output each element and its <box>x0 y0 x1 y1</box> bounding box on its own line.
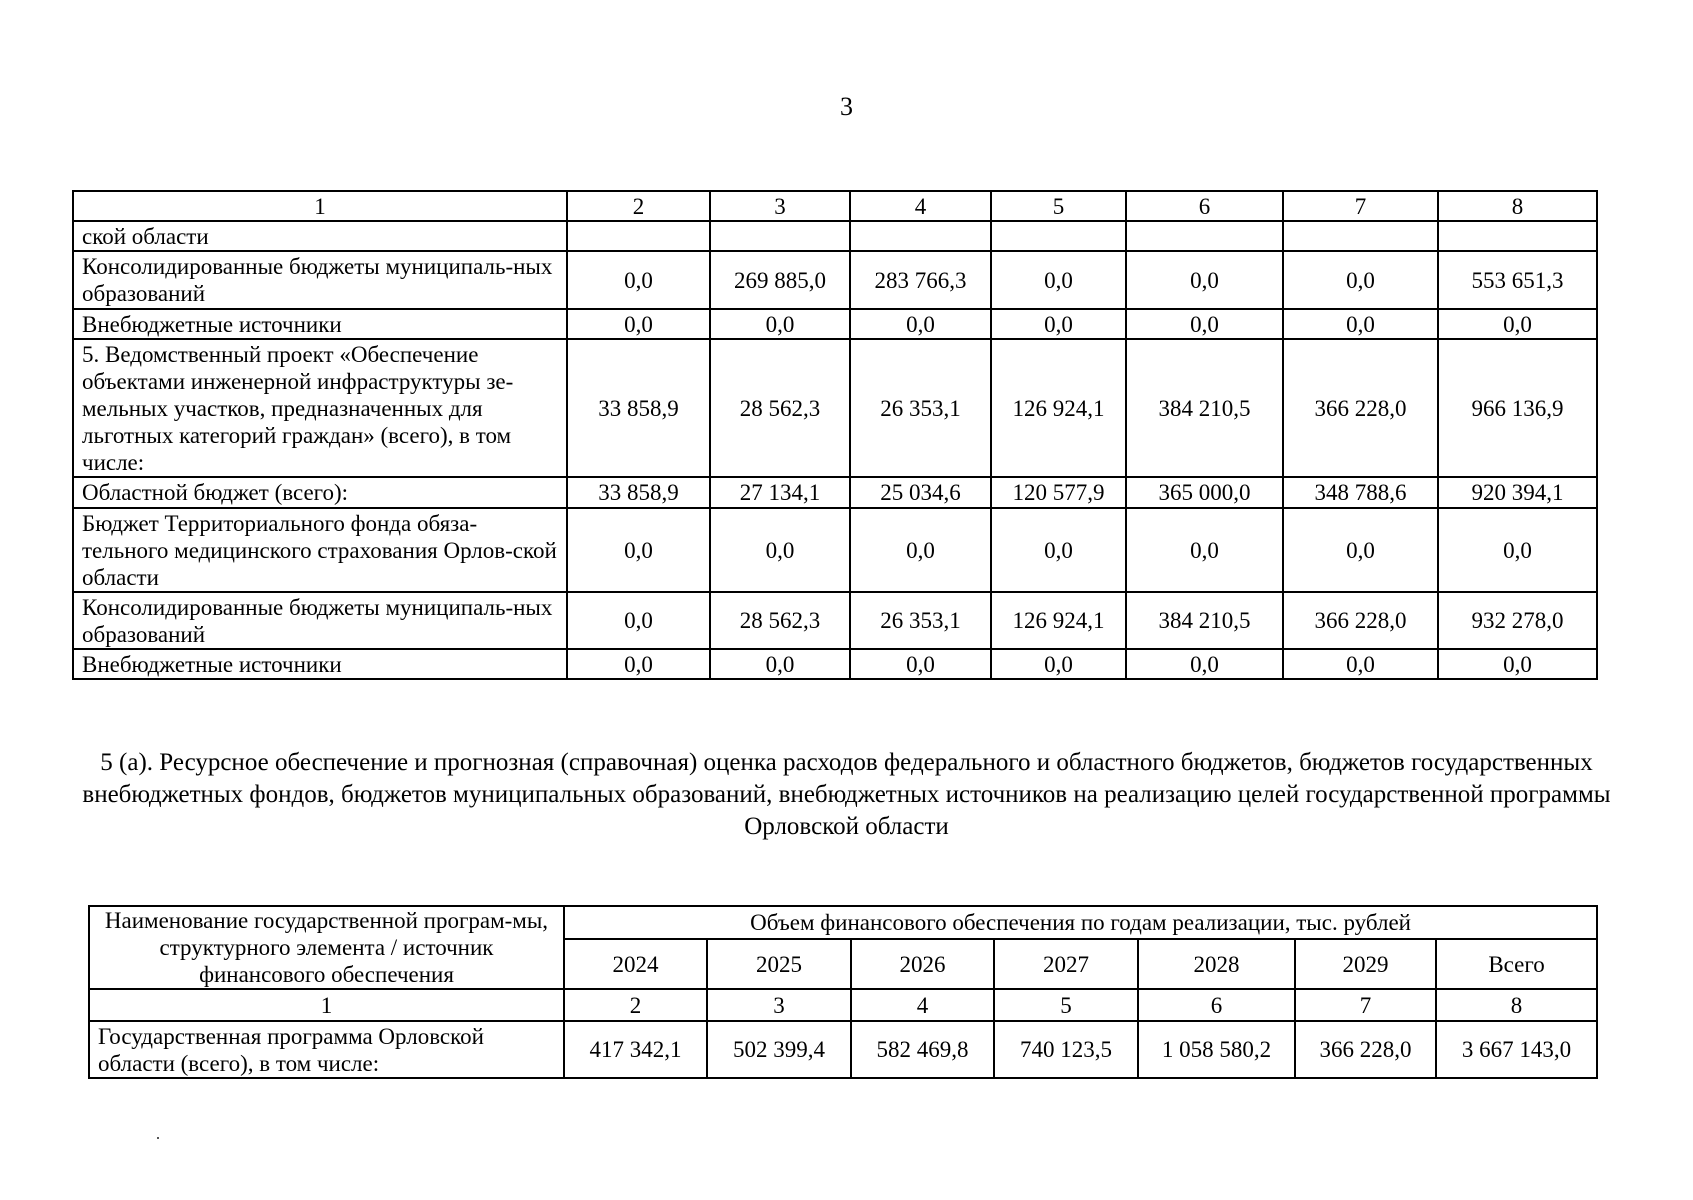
row-name: ской области <box>73 221 567 251</box>
cell-value: 0,0 <box>991 309 1126 339</box>
cell-value: 33 858,9 <box>567 339 710 477</box>
column-index: 5 <box>994 989 1138 1021</box>
cell-value <box>991 221 1126 251</box>
cell-value: 0,0 <box>991 649 1126 679</box>
cell-value: 0,0 <box>850 508 991 592</box>
cell-value <box>567 221 710 251</box>
cell-value: 0,0 <box>1126 251 1283 309</box>
cell-value: 28 562,3 <box>710 339 850 477</box>
cell-value: 120 577,9 <box>991 477 1126 508</box>
cell-value: 0,0 <box>710 649 850 679</box>
cell-value: 366 228,0 <box>1283 339 1438 477</box>
cell-value: 920 394,1 <box>1438 477 1597 508</box>
table-row <box>73 649 1597 679</box>
column-index: 7 <box>1283 191 1438 221</box>
cell-value: 0,0 <box>567 251 710 309</box>
table-row <box>73 477 1597 508</box>
cell-value: 553 651,3 <box>1438 251 1597 309</box>
column-index: 2 <box>567 191 710 221</box>
cell-value: 33 858,9 <box>567 477 710 508</box>
cell-value: 269 885,0 <box>710 251 850 309</box>
row-name: Внебюджетные источники <box>73 309 567 339</box>
cell-value <box>1438 221 1597 251</box>
cell-value: 417 342,1 <box>564 1021 707 1078</box>
budget-table-continued <box>72 190 1598 680</box>
table-row <box>73 508 1597 592</box>
cell-value: 27 134,1 <box>710 477 850 508</box>
column-index: 1 <box>89 989 564 1021</box>
cell-value: 26 353,1 <box>850 592 991 649</box>
page-number: 3 <box>840 92 853 121</box>
cell-value: 0,0 <box>710 309 850 339</box>
year-header: 2025 <box>707 939 851 989</box>
cell-value: 0,0 <box>1283 649 1438 679</box>
scan-speck <box>157 1137 159 1139</box>
column-index: 7 <box>1295 989 1436 1021</box>
row-name: Консолидированные бюджеты муниципаль-ных образований <box>73 592 567 649</box>
financing-volume-header: Объем финансового обеспечения по годам реализации, тыс. рублей <box>564 906 1597 939</box>
cell-value <box>1126 221 1283 251</box>
section-title: 5 (а). Ресурсное обеспечение и прогнозная (справочная) оценка расходов федерального и областного бюджетов, бюджетов государственных внебюджетных фондов, бюджетов муниципальных образований, внебюджетных источников на реализацию целей государственной программы Орловской области <box>82 749 1611 840</box>
cell-value: 384 210,5 <box>1126 339 1283 477</box>
year-header: 2028 <box>1138 939 1295 989</box>
column-index: 1 <box>73 191 567 221</box>
row-name: Государственная программа Орловской области (всего), в том числе: <box>89 1021 564 1078</box>
cell-value: 0,0 <box>1126 508 1283 592</box>
cell-value: 0,0 <box>850 649 991 679</box>
row-name: Внебюджетные источники <box>73 649 567 679</box>
column-index: 5 <box>991 191 1126 221</box>
cell-value <box>1283 221 1438 251</box>
year-header: 2026 <box>851 939 994 989</box>
table-row <box>73 592 1597 649</box>
column-index: 3 <box>707 989 851 1021</box>
cell-value: 0,0 <box>1126 649 1283 679</box>
cell-value: 26 353,1 <box>850 339 991 477</box>
cell-value: 0,0 <box>567 508 710 592</box>
cell-value: 0,0 <box>1283 309 1438 339</box>
year-header: 2027 <box>994 939 1138 989</box>
cell-value: 0,0 <box>991 251 1126 309</box>
cell-value <box>850 221 991 251</box>
cell-value: 0,0 <box>1438 508 1597 592</box>
cell-value: 932 278,0 <box>1438 592 1597 649</box>
cell-value: 582 469,8 <box>851 1021 994 1078</box>
cell-value: 0,0 <box>1438 649 1597 679</box>
table-row <box>89 1021 1597 1078</box>
table-row <box>73 251 1597 309</box>
cell-value: 0,0 <box>567 649 710 679</box>
name-column-header: Наименование государственной програм-мы, структурного элемента / источник финансового обеспечения <box>89 906 564 989</box>
table-row <box>73 339 1597 477</box>
table-row <box>73 309 1597 339</box>
cell-value: 966 136,9 <box>1438 339 1597 477</box>
cell-value: 384 210,5 <box>1126 592 1283 649</box>
table-row <box>73 221 1597 251</box>
cell-value: 0,0 <box>1283 251 1438 309</box>
cell-value: 28 562,3 <box>710 592 850 649</box>
column-index: 4 <box>851 989 994 1021</box>
row-name: Бюджет Территориального фонда обяза-тельного медицинского страхования Орлов-ской области <box>73 508 567 592</box>
cell-value: 502 399,4 <box>707 1021 851 1078</box>
cell-value: 0,0 <box>567 592 710 649</box>
cell-value: 0,0 <box>1438 309 1597 339</box>
resource-provision-table <box>88 905 1598 1079</box>
cell-value: 0,0 <box>991 508 1126 592</box>
column-index: 6 <box>1126 191 1283 221</box>
cell-value: 0,0 <box>567 309 710 339</box>
row-name: Областной бюджет (всего): <box>73 477 567 508</box>
column-index: 6 <box>1138 989 1295 1021</box>
row-name: 5. Ведомственный проект «Обеспечение объектами инженерной инфраструктуры зе-мельных участков, предназначенных для льготных категорий граждан» (всего), в том числе: <box>73 339 567 477</box>
cell-value: 366 228,0 <box>1283 592 1438 649</box>
cell-value: 0,0 <box>710 508 850 592</box>
cell-value: 283 766,3 <box>850 251 991 309</box>
column-index: 4 <box>850 191 991 221</box>
total-header: Всего <box>1436 939 1597 989</box>
cell-value: 1 058 580,2 <box>1138 1021 1295 1078</box>
cell-value: 0,0 <box>1283 508 1438 592</box>
cell-value: 126 924,1 <box>991 339 1126 477</box>
group-header-row <box>89 906 1597 939</box>
column-index: 3 <box>710 191 850 221</box>
cell-value: 366 228,0 <box>1295 1021 1436 1078</box>
cell-value: 0,0 <box>850 309 991 339</box>
cell-value <box>710 221 850 251</box>
year-header: 2029 <box>1295 939 1436 989</box>
cell-value: 3 667 143,0 <box>1436 1021 1597 1078</box>
table-header-row <box>73 191 1597 221</box>
cell-value: 740 123,5 <box>994 1021 1138 1078</box>
column-index: 8 <box>1438 191 1597 221</box>
row-name: Консолидированные бюджеты муниципаль-ных образований <box>73 251 567 309</box>
column-index: 2 <box>564 989 707 1021</box>
cell-value: 365 000,0 <box>1126 477 1283 508</box>
cell-value: 0,0 <box>1126 309 1283 339</box>
cell-value: 348 788,6 <box>1283 477 1438 508</box>
cell-value: 126 924,1 <box>991 592 1126 649</box>
column-index: 8 <box>1436 989 1597 1021</box>
column-index-row <box>89 989 1597 1021</box>
year-header: 2024 <box>564 939 707 989</box>
cell-value: 25 034,6 <box>850 477 991 508</box>
